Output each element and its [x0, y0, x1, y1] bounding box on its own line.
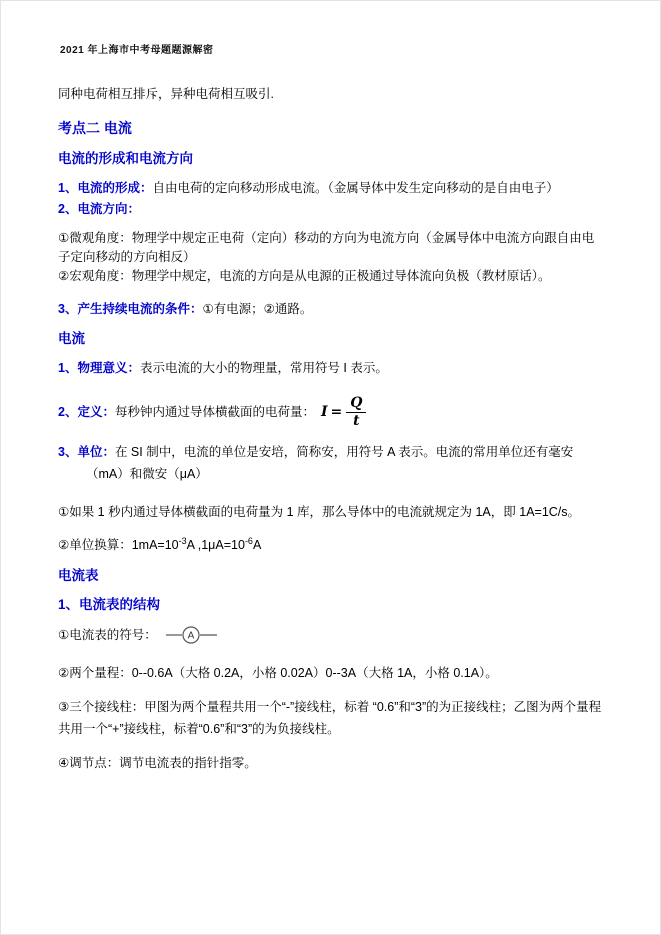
macro-angle-text: ②宏观角度：物理学中规定，电流的方向是从电源的正极通过导体流向负极（教材原话）。 — [58, 269, 551, 283]
definition-label: 2、定义： — [58, 405, 115, 419]
section-title: 考点二 电流 — [58, 120, 132, 136]
definition — [58, 393, 606, 431]
formula-numerator: Q — [346, 396, 366, 413]
formula-lhs: I — [320, 404, 328, 420]
unit-text: 在 SI 制中，电流的单位是安培，简称安，用符号 A 表示。电流的常用单位还有毫安（mA）和微安（μA） — [86, 445, 574, 481]
ammeter-structure-heading: 1、电流表的结构 — [58, 597, 161, 612]
unit-label: 3、单位： — [58, 445, 115, 459]
formation-item1-text: 自由电荷的定向移动形成电流。（金属导体中发生定向移动的是自由电子） — [152, 181, 559, 195]
formation-item1-label: 1、电流的形成： — [58, 181, 153, 195]
ammeter-heading: 电流表 — [58, 568, 99, 583]
meaning-label: 1、物理意义： — [58, 361, 140, 375]
conversion-part1: ②单位换算：1mA=10 — [58, 538, 179, 552]
ammeter-letter: A — [187, 630, 195, 642]
ammeter-symbol-icon — [165, 624, 219, 646]
current-heading: 电流 — [58, 331, 85, 346]
formula-fraction — [346, 396, 366, 429]
conversion-exponent2: -6 — [244, 535, 253, 546]
continuous-current-conditions — [58, 299, 606, 319]
formation-direction-notes — [58, 229, 606, 286]
formula-equals: = — [330, 404, 343, 420]
ammeter-symbol-label: ①电流表的符号： — [58, 628, 157, 642]
ammeter-ranges: ②两个量程：0--0.6A（大格 0.2A，小格 0.02A）0--3A（大格 1A，小格 0.1A）。 — [58, 666, 498, 680]
conditions-text: ①有电源；②通路。 — [202, 302, 313, 316]
conditions-label: 3、产生持续电流的条件： — [58, 302, 203, 316]
micro-angle-text: ①微观角度：物理学中规定正电荷（定向）移动的方向为电流方向（金属导体中电流方向跟自由电子定向移动的方向相反） — [58, 231, 595, 264]
ammeter-adjustment: ④调节点：调节电流表的指针指零。 — [58, 756, 257, 770]
conversion-part3: A — [252, 538, 262, 552]
intro-paragraph: 同种电荷相互排斥，异种电荷相互吸引. — [58, 87, 274, 101]
formation-item2-label: 2、电流方向： — [58, 202, 140, 216]
formula-denominator: t — [353, 412, 360, 429]
current-formula — [321, 396, 367, 429]
unit-note-definition: ①如果 1 秒内通过导体横截面的电荷量为 1 库，那么导体中的电流就规定为 1A，即 1A=1C/s。 — [58, 505, 581, 519]
document-header: 2021 年上海市中考母题题源解密 — [60, 45, 214, 56]
unit-conversion — [58, 535, 606, 555]
definition-text: 每秒钟内通过导体横截面的电荷量： — [114, 405, 315, 419]
ammeter-terminals: ③三个接线柱：甲图为两个量程共用一个“-”接线柱，标着 “0.6”和“3”的为正接线柱；乙图为两个量程共用一个“+”接线柱，标着“0.6”和“3”的为负接线柱。 — [58, 700, 602, 736]
ammeter-symbol-row — [58, 624, 606, 646]
meaning-text: 表示电流的大小的物理量，常用符号 I 表示。 — [139, 361, 388, 375]
unit-paragraph — [58, 441, 606, 485]
formation-items — [58, 178, 606, 220]
conversion-part2: A ,1μA=10 — [186, 538, 245, 552]
conversion-exponent1: -3 — [178, 535, 187, 546]
physical-meaning — [58, 358, 606, 378]
formation-heading: 电流的形成和电流方向 — [58, 151, 193, 166]
